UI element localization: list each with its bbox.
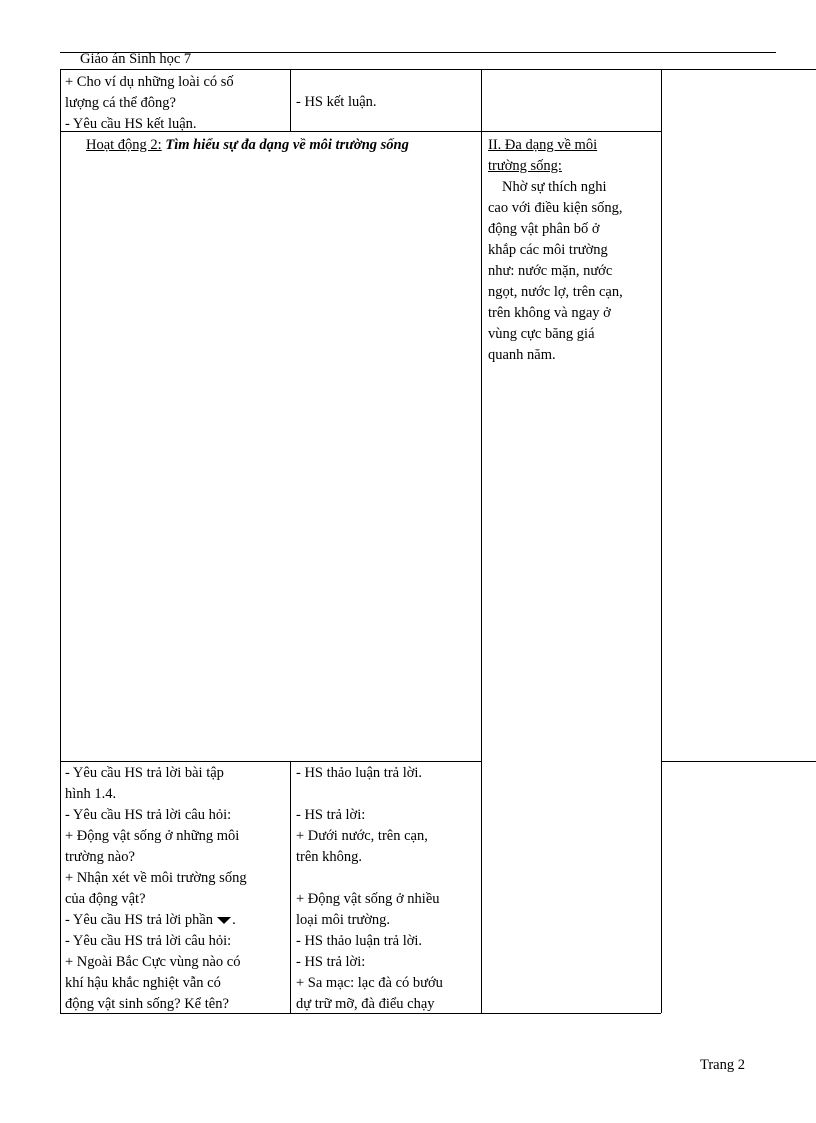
col-border-teacher-student [290,69,291,131]
text-line: - Yêu cầu HS trả lời câu hỏi: [65,933,232,949]
text-line: loại môi trường. [296,912,391,928]
text-line: vùng cực băng giá [488,326,595,342]
col-border-left [60,69,61,1013]
row-divider-2 [60,761,481,762]
page-number: Trang 2 [700,1057,745,1073]
triangle-down-icon [217,917,231,924]
text-line: - Yêu cầu HS trả lời câu hỏi: [65,807,232,823]
text-line: trường nào? [65,849,135,865]
top-row-student-cell [296,92,377,113]
header-rule [60,52,776,53]
blank-line [296,868,443,889]
activity-label: Hoạt động 2: [86,137,162,153]
text-line: trên không. [296,849,363,865]
activity-title: Tìm hiểu sự đa dạng về môi trường sống [165,137,409,153]
col-border-content-right [661,69,662,1013]
text-line: động vật phân bố ở [488,221,600,237]
content-cell [488,135,623,366]
text-line: + Sa mạc: lạc đà có bướu [296,975,443,991]
bottom-row-student-cell [296,763,443,1015]
text-line: ngọt, nước lợ, trên cạn, [488,284,623,300]
text-line: + Cho ví dụ những loài có số [65,74,234,90]
text-line: - HS thảo luận trả lời. [296,765,423,781]
text-line: + Ngoài Bắc Cực vùng nào có [65,954,241,970]
text-punct: . [232,912,236,928]
text-line: của động vật? [65,891,146,907]
document-header: Giáo án Sinh học 7 [80,51,192,67]
text-line: + Nhận xét về môi trường sống [65,870,247,886]
text-line: - HS trả lời: [296,807,366,823]
text-line: lượng cá thể đông? [65,95,176,111]
col-border-teacher-student-2 [290,761,291,1013]
text-line: - Yêu cầu HS trả lời phần [65,912,214,928]
bottom-row-teacher-cell [65,763,247,1015]
top-row-teacher-cell [65,72,234,135]
text-line: khí hậu khắc nghiệt vẫn có [65,975,221,991]
text-line: cao với điều kiện sống, [488,200,623,216]
table-top-border [60,69,816,70]
section-heading-line: trường sống: [488,158,562,174]
text-line: hình 1.4. [65,786,117,802]
text-line: - Yêu cầu HS kết luận. [65,116,197,132]
row-divider-2-right [661,761,816,762]
text-line: - HS thảo luận trả lời. [296,933,423,949]
section-heading-line: II. Đa dạng về môi [488,137,598,153]
text-line: + Động vật sống ở nhiều [296,891,440,907]
text-line: khắp các môi trường [488,242,608,258]
text-line: động vật sinh sống? Kể tên? [65,996,229,1012]
col-border-student-content [481,69,482,1013]
text-line: - HS trả lời: [296,954,366,970]
activity-heading [86,135,409,156]
text-line: - HS kết luận. [296,94,377,110]
text-line: trên không và ngay ở [488,305,611,321]
text-line: + Dưới nước, trên cạn, [296,828,428,844]
text-line: dự trữ mỡ, đà điểu chạy [296,996,435,1012]
text-line: - Yêu cầu HS trả lời bài tập [65,765,224,781]
text-line: Nhờ sự thích nghi [502,179,607,195]
text-line: + Động vật sống ở những môi [65,828,240,844]
blank-line [296,784,443,805]
text-line: như: nước mặn, nước [488,263,613,279]
text-line: quanh năm. [488,347,556,363]
